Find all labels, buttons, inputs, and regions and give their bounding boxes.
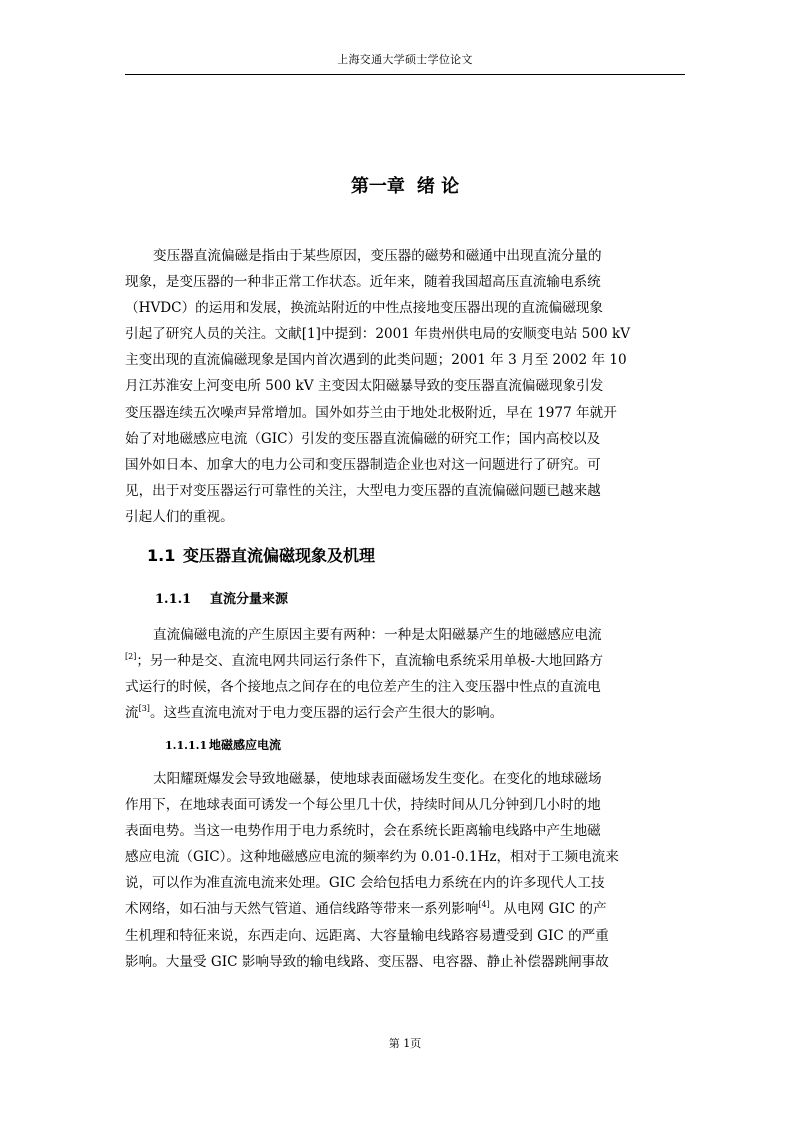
section-number: 1.1: [147, 546, 176, 565]
citation-ref: [2]: [125, 652, 137, 662]
text-line: 月江苏淮安上河变电所 500 kV 主变因太阳磁暴导致的变压器直流偏磁现象引发: [125, 378, 604, 395]
citation-ref: [4]: [478, 900, 490, 910]
text-line: 直流偏磁电流的产生原因主要有两种：一种是太阳磁暴产生的地磁感应电流: [153, 627, 602, 643]
section-title: 变压器直流偏磁现象及机理: [183, 546, 376, 565]
text-line: 始了对地磁感应电流（GIC）引发的变压器直流偏磁的研究工作；国内高校以及: [125, 430, 601, 447]
text-line: （HVDC）的运用和发展，换流站附近的中性点接地变压器出现的直流偏磁现象: [125, 300, 603, 317]
source-paragraph: [125, 622, 685, 726]
section-heading-1-1: [147, 544, 375, 568]
text-line: 感应电流（GIC）。这种地磁感应电流的频率约为 0.01-0.1Hz，相对于工频电流来: [125, 849, 619, 866]
chapter-label: 第一章: [350, 176, 405, 197]
gic-paragraph: [125, 766, 685, 975]
text-line: 现象，是变压器的一种非正常工作状态。近年来，随着我国超高压直流输电系统: [125, 274, 601, 291]
text-line: 国外如日本、加拿大的电力公司和变压器制造企业也对这一问题进行了研究。可: [125, 456, 601, 473]
text-line: 主变出现的直流偏磁现象是国内首次遇到的此类问题；2001 年 3 月至 2002 年 10: [125, 352, 627, 369]
text-line: 引起人们的重视。: [125, 508, 234, 525]
text-line: 式运行的时候，各个接地点之间存在的电位差产生的注入变压器中性点的直流电: [125, 679, 601, 696]
text-line: 作用下，在地球表面可诱发一个每公里几十伏，持续时间从几分钟到几小时的地: [125, 797, 601, 814]
text-line: 见，出于对变压器运行可靠性的关注，大型电力变压器的直流偏磁问题已越来越: [125, 482, 601, 499]
header-divider: [125, 74, 685, 75]
chapter-name: 绪 论: [416, 176, 460, 197]
text-line: 变压器连续五次噪声异常增加。国外如芬兰由于地处北极附近，早在 1977 年就开: [125, 404, 617, 421]
text-line: 说，可以作为准直流电流来处理。GIC 会给包括电力系统在内的许多现代人工技: [125, 875, 605, 892]
section-title: 地磁感应电流: [209, 738, 282, 752]
section-title: 直流分量来源: [210, 592, 289, 607]
text-line: 引起了研究人员的关注。文献[1]中提到：2001 年贵州供电局的安顺变电站 500 kV: [125, 326, 631, 343]
section-number: 1.1.1.1: [165, 739, 208, 752]
page-number: 第 1页: [388, 1037, 422, 1050]
text-line: 术网络，如石油与天然气管道、通信线路等带来一系列影响[4]。从电网 GIC 的产: [125, 900, 607, 918]
citation-ref: [3]: [138, 704, 150, 714]
section-heading-1-1-1: [155, 590, 288, 610]
text-line: 变压器直流偏磁是指由于某些原因，变压器的磁势和磁通中出现直流分量的: [153, 248, 602, 264]
running-header: 上海交通大学硕士学位论文: [337, 53, 473, 66]
chapter-title: [125, 174, 685, 200]
text-line: 流[3]。这些直流电流对于电力变压器的运行会产生很大的影响。: [125, 704, 504, 722]
section-number: 1.1.1: [155, 592, 192, 607]
text-line: 影响。大量受 GIC 影响导致的输电线路、变压器、电容器、静止补偿器跳闸事故: [125, 953, 609, 970]
text-line: 生机理和特征来说，东西走向、远距离、大容量输电线路容易遭受到 GIC 的严重: [125, 927, 609, 944]
text-line: [2]；另一种是交、直流电网共同运行条件下，直流输电系统采用单极-大地回路方: [125, 652, 604, 670]
intro-paragraph: [125, 243, 685, 530]
section-heading-1-1-1-1: [165, 736, 281, 755]
text-line: 表面电势。当这一电势作用于电力系统时，会在系统长距离输电线路中产生地磁: [125, 823, 601, 840]
text-line: 太阳耀斑爆发会导致地磁暴，使地球表面磁场发生变化。在变化的地球磁场: [153, 771, 602, 787]
